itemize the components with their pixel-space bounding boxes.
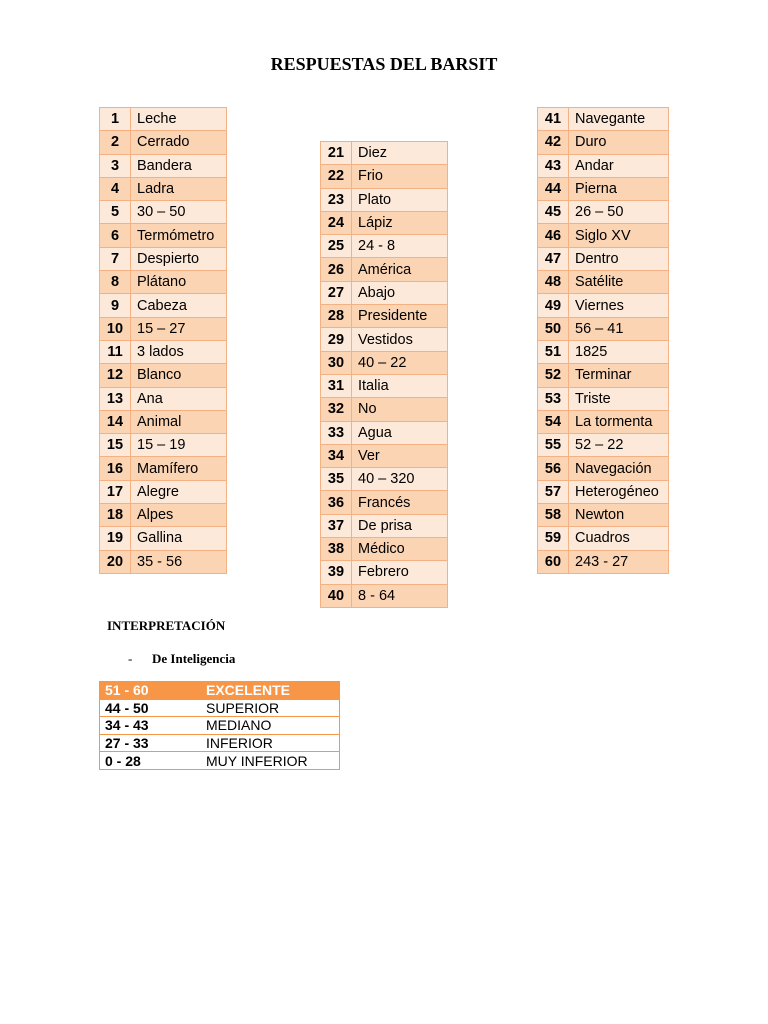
- answer-number: 58: [538, 504, 569, 527]
- page-title: RESPUESTAS DEL BARSIT: [270, 54, 498, 74]
- answer-text: Abajo: [352, 281, 448, 304]
- answer-text: Plato: [352, 188, 448, 211]
- answer-text: Animal: [131, 410, 227, 433]
- answer-number: 51: [538, 340, 569, 363]
- answer-row: [321, 188, 448, 211]
- intelligence-level: SUPERIOR: [201, 699, 340, 717]
- answer-row: [100, 201, 227, 224]
- answer-number: 22: [321, 165, 352, 188]
- answer-number: 37: [321, 514, 352, 537]
- answer-row: [100, 271, 227, 294]
- answer-number: 28: [321, 305, 352, 328]
- answers-table-1-20: [99, 107, 227, 574]
- answer-number: 13: [100, 387, 131, 410]
- answer-row: [100, 410, 227, 433]
- answer-number: 18: [100, 504, 131, 527]
- answer-row: [100, 131, 227, 154]
- answer-number: 35: [321, 468, 352, 491]
- intelligence-level: MEDIANO: [201, 717, 340, 735]
- answer-text: Ladra: [131, 177, 227, 200]
- answer-text: Italia: [352, 374, 448, 397]
- answer-row: [321, 351, 448, 374]
- answer-number: 12: [100, 364, 131, 387]
- answer-row: [538, 201, 669, 224]
- answer-row: [100, 527, 227, 550]
- scale-row: [100, 699, 340, 717]
- answer-row: [100, 434, 227, 457]
- answer-number: 25: [321, 235, 352, 258]
- answer-number: 27: [321, 281, 352, 304]
- answer-number: 2: [100, 131, 131, 154]
- answer-text: La tormenta: [569, 410, 669, 433]
- answer-number: 19: [100, 527, 131, 550]
- answer-text: Termómetro: [131, 224, 227, 247]
- answer-text: Alpes: [131, 504, 227, 527]
- interpretation-subheading: [128, 651, 235, 667]
- answer-row: [100, 154, 227, 177]
- answer-row: [321, 328, 448, 351]
- scale-row: [100, 734, 340, 752]
- answer-text: Frio: [352, 165, 448, 188]
- answer-number: 9: [100, 294, 131, 317]
- answer-row: [321, 211, 448, 234]
- interpretation-heading: INTERPRETACIÓN: [107, 618, 226, 633]
- answer-text: Cuadros: [569, 527, 669, 550]
- answer-row: [538, 340, 669, 363]
- score-range: 27 - 33: [100, 734, 202, 752]
- score-range: 51 - 60: [100, 682, 202, 700]
- answer-number: 55: [538, 434, 569, 457]
- scale-row: [100, 682, 340, 700]
- answer-text: 56 – 41: [569, 317, 669, 340]
- answer-number: 47: [538, 247, 569, 270]
- answer-number: 23: [321, 188, 352, 211]
- answer-row: [321, 142, 448, 165]
- answer-text: No: [352, 398, 448, 421]
- answer-row: [538, 527, 669, 550]
- answer-text: Newton: [569, 504, 669, 527]
- answer-text: 15 – 27: [131, 317, 227, 340]
- answer-text: Navegante: [569, 108, 669, 131]
- answer-text: Siglo XV: [569, 224, 669, 247]
- answer-number: 31: [321, 374, 352, 397]
- answer-row: [321, 561, 448, 584]
- answer-text: Gallina: [131, 527, 227, 550]
- answer-text: Bandera: [131, 154, 227, 177]
- answer-row: [538, 317, 669, 340]
- answer-number: 32: [321, 398, 352, 421]
- intelligence-scale-table: [99, 681, 340, 770]
- answer-row: [321, 514, 448, 537]
- answer-row: [538, 550, 669, 573]
- answer-text: Ver: [352, 444, 448, 467]
- answer-row: [100, 340, 227, 363]
- answer-text: 15 – 19: [131, 434, 227, 457]
- answer-text: 24 - 8: [352, 235, 448, 258]
- answer-number: 6: [100, 224, 131, 247]
- answer-number: 26: [321, 258, 352, 281]
- intelligence-level: EXCELENTE: [201, 682, 340, 700]
- answer-number: 38: [321, 538, 352, 561]
- answer-row: [538, 457, 669, 480]
- answer-text: Blanco: [131, 364, 227, 387]
- answer-text: Heterogéneo: [569, 480, 669, 503]
- answer-text: 26 – 50: [569, 201, 669, 224]
- answer-text: Despierto: [131, 247, 227, 270]
- answer-number: 30: [321, 351, 352, 374]
- answer-number: 42: [538, 131, 569, 154]
- answer-number: 34: [321, 444, 352, 467]
- answer-number: 33: [321, 421, 352, 444]
- answer-row: [100, 177, 227, 200]
- answer-number: 45: [538, 201, 569, 224]
- scale-row: [100, 717, 340, 735]
- answer-row: [321, 235, 448, 258]
- answer-number: 24: [321, 211, 352, 234]
- answer-number: 3: [100, 154, 131, 177]
- answer-row: [321, 421, 448, 444]
- answer-text: Febrero: [352, 561, 448, 584]
- score-range: 34 - 43: [100, 717, 202, 735]
- answer-text: Cabeza: [131, 294, 227, 317]
- answer-number: 8: [100, 271, 131, 294]
- answer-row: [321, 468, 448, 491]
- scale-row: [100, 752, 340, 770]
- answer-number: 56: [538, 457, 569, 480]
- answer-text: Presidente: [352, 305, 448, 328]
- answer-row: [100, 550, 227, 573]
- answer-row: [100, 480, 227, 503]
- answer-text: 35 - 56: [131, 550, 227, 573]
- answer-number: 59: [538, 527, 569, 550]
- answer-row: [321, 374, 448, 397]
- answer-number: 1: [100, 108, 131, 131]
- answer-text: Andar: [569, 154, 669, 177]
- answer-row: [538, 247, 669, 270]
- answer-number: 14: [100, 410, 131, 433]
- answer-text: Duro: [569, 131, 669, 154]
- answer-row: [538, 480, 669, 503]
- answer-text: Triste: [569, 387, 669, 410]
- answer-number: 20: [100, 550, 131, 573]
- answer-text: Navegación: [569, 457, 669, 480]
- intelligence-level: INFERIOR: [201, 734, 340, 752]
- answer-number: 39: [321, 561, 352, 584]
- answer-text: Cerrado: [131, 131, 227, 154]
- answer-number: 16: [100, 457, 131, 480]
- answers-table-21-40: [320, 141, 448, 608]
- answer-row: [321, 584, 448, 607]
- answer-text: 52 – 22: [569, 434, 669, 457]
- answer-number: 5: [100, 201, 131, 224]
- answer-row: [321, 398, 448, 421]
- answer-row: [321, 258, 448, 281]
- answer-number: 10: [100, 317, 131, 340]
- answer-text: Lápiz: [352, 211, 448, 234]
- answer-row: [538, 108, 669, 131]
- answer-row: [100, 504, 227, 527]
- answer-text: Mamífero: [131, 457, 227, 480]
- answer-text: Ana: [131, 387, 227, 410]
- answer-number: 11: [100, 340, 131, 363]
- answer-text: América: [352, 258, 448, 281]
- answer-number: 52: [538, 364, 569, 387]
- answer-row: [538, 154, 669, 177]
- answer-text: Alegre: [131, 480, 227, 503]
- answer-row: [100, 457, 227, 480]
- answers-table-41-60: [537, 107, 669, 574]
- answer-row: [321, 165, 448, 188]
- answer-row: [538, 387, 669, 410]
- answer-row: [538, 410, 669, 433]
- answer-row: [100, 224, 227, 247]
- answer-text: Pierna: [569, 177, 669, 200]
- answer-text: Satélite: [569, 271, 669, 294]
- answer-row: [321, 538, 448, 561]
- answer-row: [100, 247, 227, 270]
- answer-row: [100, 294, 227, 317]
- answer-number: 40: [321, 584, 352, 607]
- answer-text: Viernes: [569, 294, 669, 317]
- answer-number: 43: [538, 154, 569, 177]
- bullet-dash: -: [128, 651, 133, 666]
- answer-number: 41: [538, 108, 569, 131]
- answer-row: [321, 305, 448, 328]
- answer-text: Agua: [352, 421, 448, 444]
- answer-text: 8 - 64: [352, 584, 448, 607]
- answer-number: 60: [538, 550, 569, 573]
- answer-text: Plátano: [131, 271, 227, 294]
- answer-row: [538, 504, 669, 527]
- answer-row: [538, 294, 669, 317]
- answer-number: 48: [538, 271, 569, 294]
- answer-number: 21: [321, 142, 352, 165]
- answer-row: [538, 271, 669, 294]
- answer-number: 15: [100, 434, 131, 457]
- answer-row: [100, 108, 227, 131]
- answer-text: Terminar: [569, 364, 669, 387]
- answer-number: 29: [321, 328, 352, 351]
- answer-number: 36: [321, 491, 352, 514]
- answer-row: [321, 491, 448, 514]
- answer-row: [100, 364, 227, 387]
- answer-row: [538, 434, 669, 457]
- answer-text: Dentro: [569, 247, 669, 270]
- answer-number: 17: [100, 480, 131, 503]
- answer-number: 44: [538, 177, 569, 200]
- answer-row: [321, 281, 448, 304]
- answer-number: 46: [538, 224, 569, 247]
- score-range: 0 - 28: [100, 752, 202, 770]
- answer-row: [321, 444, 448, 467]
- answer-text: 30 – 50: [131, 201, 227, 224]
- answer-number: 54: [538, 410, 569, 433]
- answer-text: Leche: [131, 108, 227, 131]
- answer-text: De prisa: [352, 514, 448, 537]
- answer-text: 40 – 22: [352, 351, 448, 374]
- answer-row: [538, 224, 669, 247]
- answer-number: 7: [100, 247, 131, 270]
- answer-text: Diez: [352, 142, 448, 165]
- answer-text: 1825: [569, 340, 669, 363]
- answer-text: 3 lados: [131, 340, 227, 363]
- answer-number: 57: [538, 480, 569, 503]
- score-range: 44 - 50: [100, 699, 202, 717]
- answer-number: 53: [538, 387, 569, 410]
- intelligence-level: MUY INFERIOR: [201, 752, 340, 770]
- answer-number: 50: [538, 317, 569, 340]
- answer-row: [100, 387, 227, 410]
- answer-text: Médico: [352, 538, 448, 561]
- answer-row: [538, 364, 669, 387]
- answer-row: [538, 177, 669, 200]
- answer-text: 40 – 320: [352, 468, 448, 491]
- answer-row: [538, 131, 669, 154]
- answer-row: [100, 317, 227, 340]
- answer-text: Francés: [352, 491, 448, 514]
- answer-number: 49: [538, 294, 569, 317]
- answer-text: 243 - 27: [569, 550, 669, 573]
- subheading-label: De Inteligencia: [152, 651, 236, 666]
- answer-text: Vestidos: [352, 328, 448, 351]
- answer-number: 4: [100, 177, 131, 200]
